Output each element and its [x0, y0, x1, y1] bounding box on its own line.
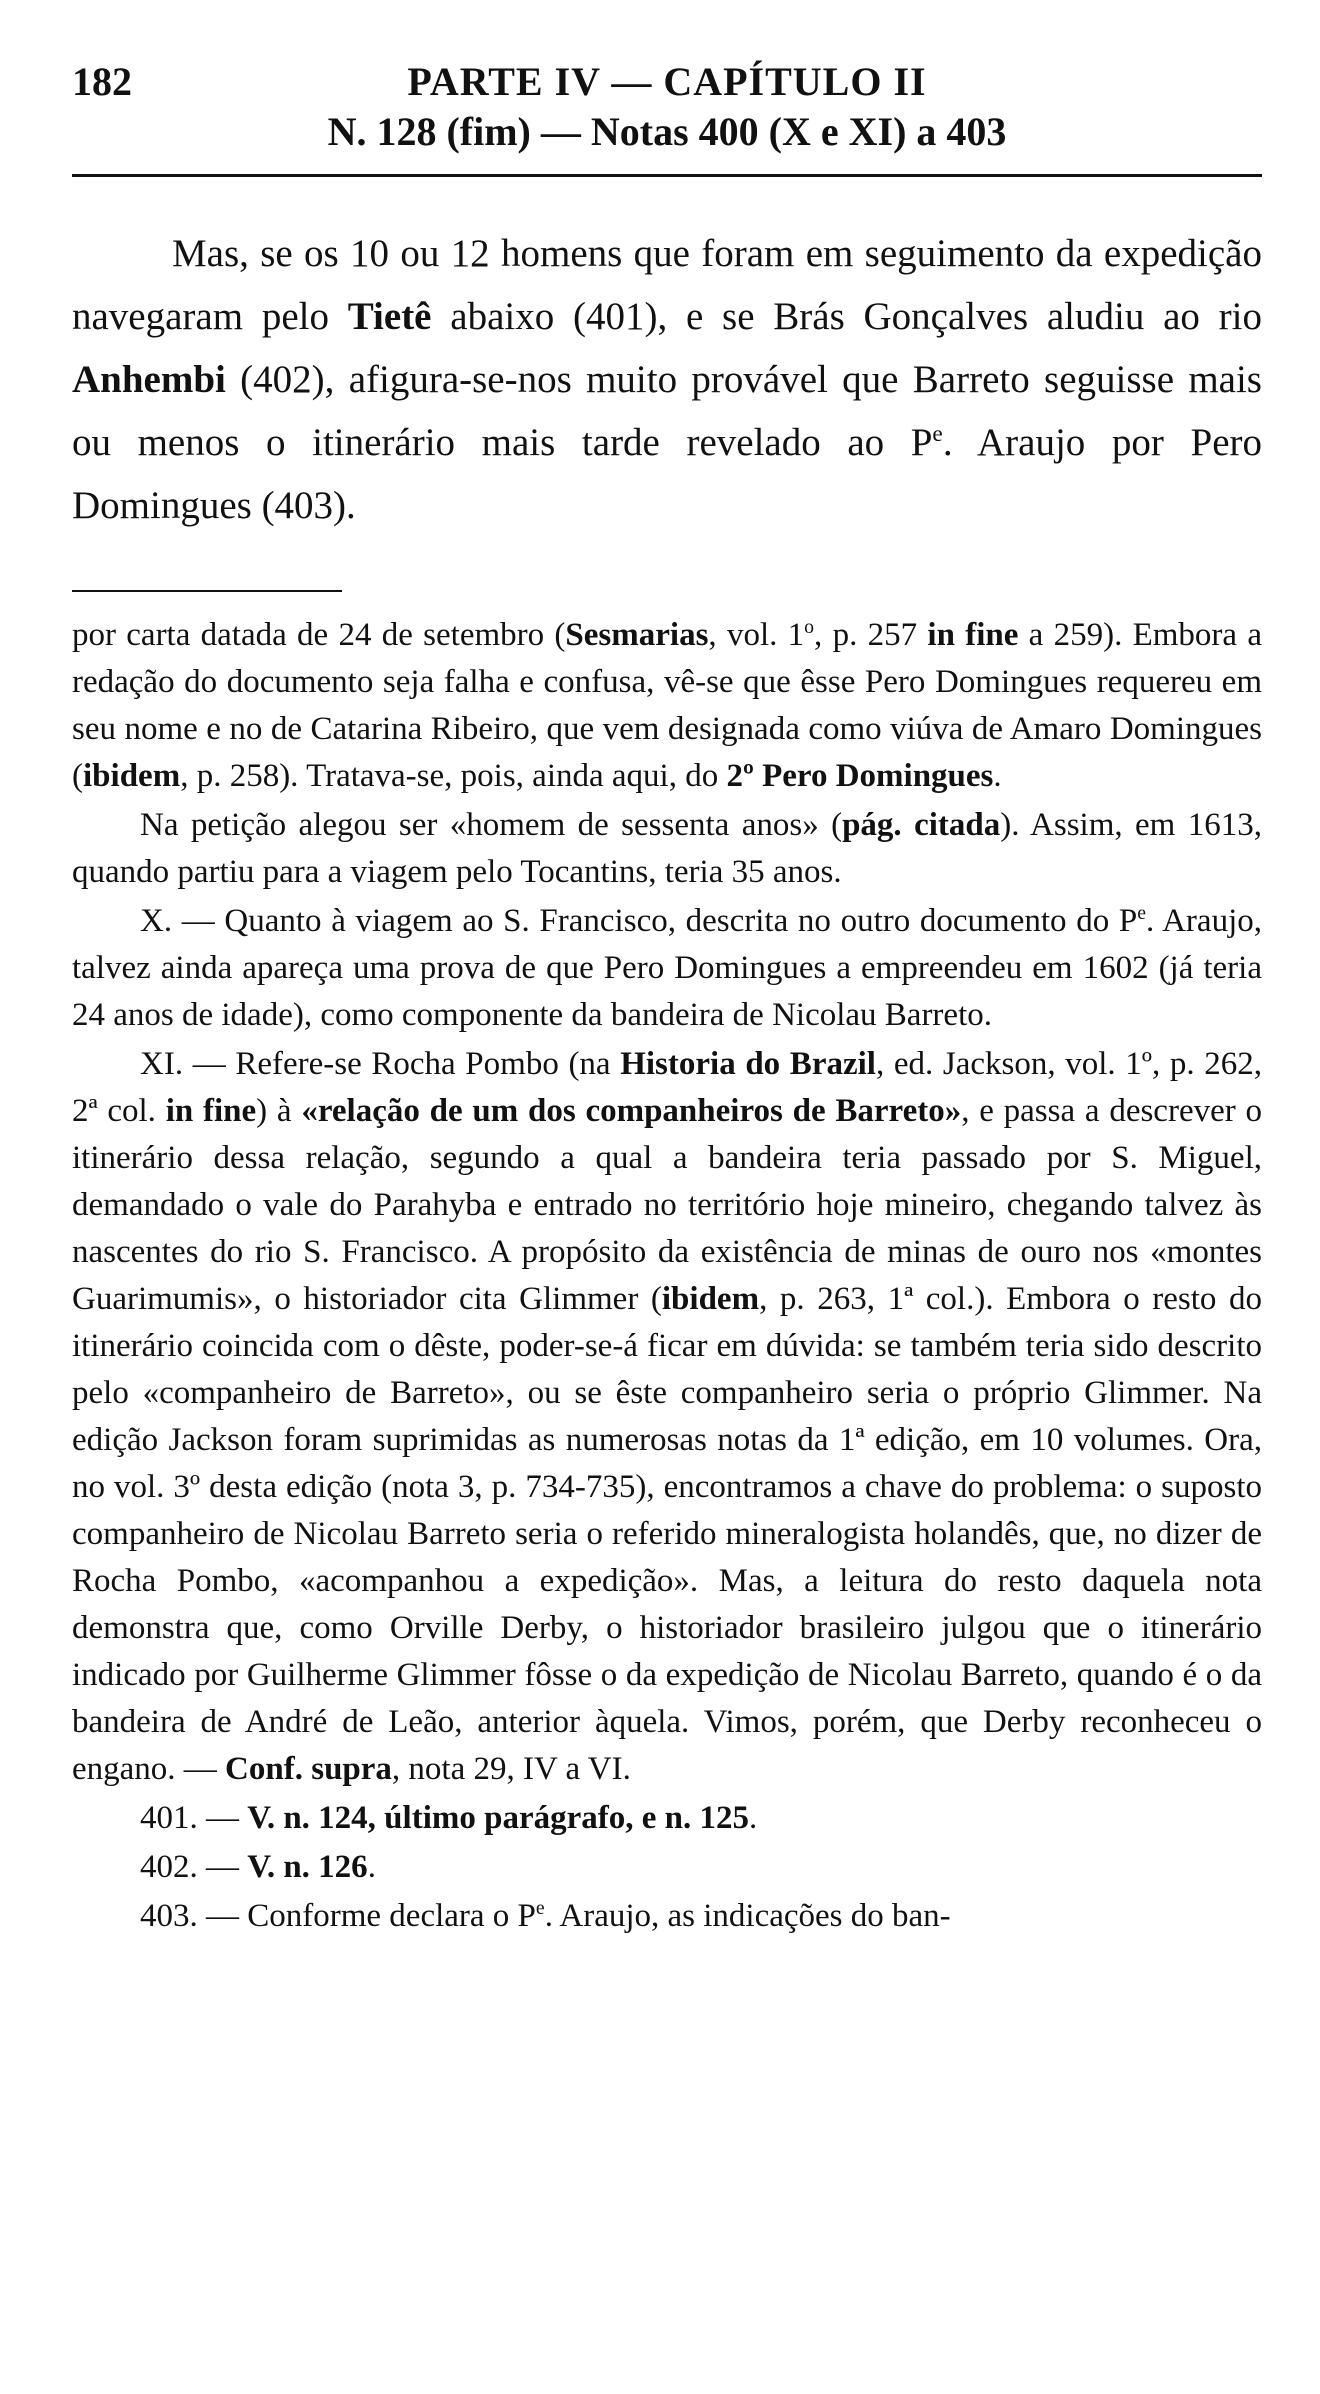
bold-span: ibidem: [661, 1281, 760, 1317]
bold-span: Tietê: [347, 295, 432, 338]
header-subtitle: N. 128 (fim) — Notas 400 (X e XI) a 403: [327, 109, 1007, 154]
footnote-separator: [72, 590, 342, 592]
note-403: [72, 1893, 1262, 1940]
text-span: , nota 29, IV a VI.: [391, 1751, 631, 1787]
text-span: 402. —: [140, 1849, 248, 1885]
text-span: .: [749, 1800, 758, 1836]
note-xi: [72, 1041, 1262, 1793]
main-text: [72, 222, 1262, 537]
text-span: ) à: [256, 1093, 302, 1129]
text-span: (402), afigura-se-nos muito provável que Barreto seguisse mais ou menos o itinerário mais tarde revelado ao P: [72, 358, 1262, 464]
text-span: , p. 258). Tratava-se, pois, ainda aqui, do: [180, 758, 727, 794]
text-span: a 259). Embora a redação do documento seja falha e confusa, vê-se que êsse Pero Domingues requereu em seu nome e no de Catarina Ribeiro, que vem designada como viúva de Amaro Domingues (: [72, 617, 1262, 794]
bold-span: ibidem: [83, 758, 181, 794]
header-rule: [72, 174, 1262, 177]
superscript: o: [804, 616, 815, 638]
text-span: .: [993, 758, 1002, 794]
bold-span: Sesmarias: [565, 617, 709, 653]
note-x: [72, 898, 1262, 1039]
main-paragraph: [72, 222, 1262, 537]
note-401: [72, 1795, 1262, 1842]
bold-span: «relação de um dos companheiros de Barreto»: [301, 1093, 962, 1129]
text-span: Mas, se os 10 ou 12 homens que foram em seguimento da expedição navegaram pelo: [72, 232, 1262, 338]
bold-span: in fine: [927, 617, 1019, 653]
footnotes: [72, 612, 1262, 1942]
text-span: XI. — Refere-se Rocha Pombo (na: [140, 1046, 621, 1082]
text-span: abaixo (401), e se Brás Gonçalves aludiu ao rio: [431, 295, 1262, 338]
bold-span: Anhembi: [72, 358, 226, 401]
note-402: [72, 1844, 1262, 1891]
text-span: , e passa a descrever o itinerário dessa relação, segundo a qual a bandeira teria passado por S. Miguel, demandado o vale do Parahyba e entrado no território hoje mineiro, chegando talvez às nascentes do rio S. Francisco. A propósito da existência de minas de ouro nos «montes Guarimumis», o historiador cita Glimmer (: [72, 1093, 1262, 1317]
note-continuation: [72, 612, 1262, 800]
text-span: ). Assim, em 1613, quando partiu para a viagem pelo Tocantins, teria 35 anos.: [72, 807, 1262, 890]
text-span: , p. 257: [814, 617, 928, 653]
text-span: X. — Quanto à viagem ao S. Francisco, descrita no outro documento do P: [140, 903, 1138, 939]
text-span: , vol. 1: [708, 617, 805, 653]
note-paragraph: [72, 802, 1262, 896]
bold-span: V. n. 124, último parágrafo, e n. 125: [247, 1800, 749, 1836]
bold-span: pág. citada: [842, 807, 1001, 843]
superscript: e: [535, 1897, 545, 1919]
text-span: Na petição alegou ser «homem de sessenta anos» (: [140, 807, 843, 843]
bold-span: V. n. 126: [247, 1849, 368, 1885]
document-page: [72, 52, 1263, 1934]
superscript: e: [1137, 902, 1146, 924]
header-title: PARTE IV — CAPÍTULO II: [407, 59, 927, 104]
text-span: . Araujo, as indicações do ban-: [544, 1898, 951, 1934]
text-span: 401. —: [140, 1800, 248, 1836]
text-span: . Araujo, talvez ainda apareça uma prova de que Pero Domingues a empreendeu em 1602 (já teria 24 anos de idade), como componente da bandeira de Nicolau Barreto.: [72, 903, 1262, 1033]
page-header: [72, 52, 1262, 160]
text-span: , ed. Jackson, vol. 1º, p. 262, 2ª col.: [72, 1046, 1262, 1129]
bold-span: Conf. supra: [225, 1751, 392, 1787]
text-span: , p. 263, 1ª col.). Embora o resto do itinerário coincida com o dêste, poder-se-á ficar em dúvida: se também teria sido descrito pelo «companheiro de Barreto», ou se êste companheiro seria o próprio Glimmer. Na edição Jackson foram suprimidas as numerosas notas da 1ª edição, em 10 volumes. Ora, no vol. 3º desta edição (nota 3, p. 734-735), encontramos a chave do problema: o suposto companheiro de Nicolau Barreto seria o referido mineralogista holandês, que, no dizer de Rocha Pombo, «acompanhou a expedição». Mas, a leitura do resto daquela nota demonstra que, como Orville Derby, o historiador brasileiro julgou que o itinerário indicado por Guilherme Glimmer fôsse o da expedição de Nicolau Barreto, quando é o da bandeira de André de Leão, anterior àquela. Vimos, porém, que Derby reconheceu o engano. —: [72, 1281, 1263, 1787]
superscript: e: [932, 421, 943, 447]
text-span: . Araujo por Pero Domingues (403).: [72, 421, 1262, 527]
page-number: 182: [72, 59, 132, 104]
text-span: por carta datada de 24 de setembro (: [72, 617, 566, 653]
text-span: 403. — Conforme declara o P: [140, 1898, 536, 1934]
text-span: .: [367, 1849, 376, 1885]
bold-span: Historia do Brazil: [620, 1046, 876, 1082]
bold-span: in fine: [165, 1093, 257, 1129]
bold-span: 2º Pero Domingues: [726, 758, 994, 794]
